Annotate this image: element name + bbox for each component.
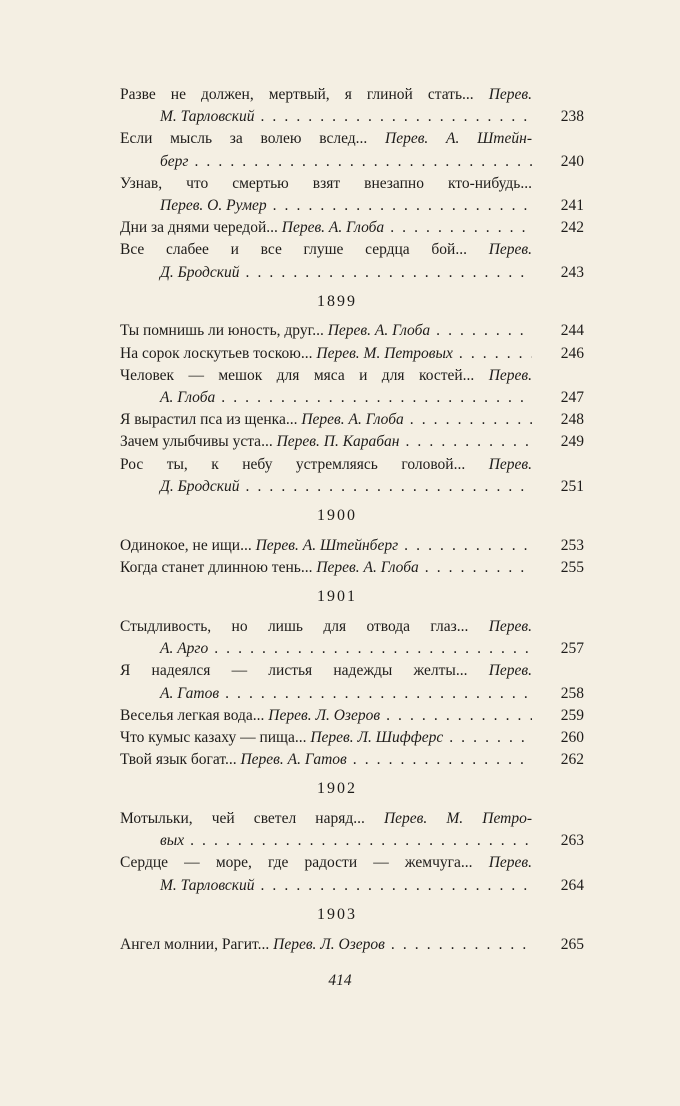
page-ref: 258: [560, 684, 584, 702]
entry-text: [120, 343, 532, 365]
poem-title: Все слабее и все глуше сердца бой...: [120, 241, 467, 259]
page-number: 414: [328, 972, 352, 989]
poem-title: Стыдливость, но лишь для отвода глаз...: [120, 617, 469, 635]
page-ref: 246: [560, 344, 584, 362]
poem-title: Я вырастил пса из щенка...: [120, 411, 302, 429]
toc-entry: [120, 852, 584, 896]
entry-text: [120, 638, 532, 660]
poem-title: Разве не должен, мертвый, я глиной стать...: [120, 86, 474, 103]
page-ref: 255: [560, 558, 584, 576]
entry-line: [120, 239, 584, 261]
page-ref: 262: [560, 751, 584, 769]
translator: Перев. Л. Озеров: [273, 935, 385, 953]
page-ref: 243: [560, 263, 584, 281]
poem-title: Сердце — море, где радости — жемчуга...: [120, 854, 473, 872]
toc-entry: [120, 749, 584, 771]
section-year: 1899: [317, 292, 357, 310]
page-ref: 248: [560, 411, 584, 429]
dot-leader: [398, 535, 532, 557]
poem-title: Твой язык богат...: [120, 751, 241, 769]
entry-line: [120, 830, 584, 852]
entry-text: [120, 217, 532, 239]
toc-entry: [120, 84, 584, 128]
entry-line: [120, 128, 584, 150]
dot-leader: [267, 195, 532, 217]
page-ref: 265: [560, 935, 584, 953]
toc-entry: [120, 217, 584, 239]
entry-text: [120, 660, 532, 682]
poem-title: Что кумыс казаху — пища...: [120, 728, 311, 746]
dot-leader: [240, 476, 532, 498]
entry-line: [120, 683, 584, 705]
page-ref: 240: [560, 152, 584, 170]
entry-text: [120, 365, 532, 387]
toc-entry: [120, 616, 584, 660]
dot-leader: [419, 557, 532, 579]
page-ref: 238: [560, 108, 584, 126]
page-ref: 247: [560, 389, 584, 407]
toc-entry: [120, 409, 584, 431]
dot-leader: [208, 638, 532, 660]
translator: Перев. Л. Шифферс: [310, 728, 444, 746]
entry-line: [120, 852, 584, 874]
entry-text: [120, 683, 532, 705]
toc-entry: [120, 343, 584, 365]
entry-text: [120, 409, 532, 431]
toc-entry: [120, 365, 584, 409]
entry-line: [120, 875, 584, 897]
section-year: 1901: [317, 588, 357, 606]
toc-entry: [120, 128, 584, 172]
poem-title: Мотыльки, чей светел наряд...: [120, 810, 365, 828]
entry-text: [120, 106, 532, 128]
section-year: 1903: [317, 905, 357, 923]
page-ref: 241: [560, 196, 584, 214]
dot-leader: [188, 151, 532, 173]
entry-text: [120, 727, 532, 749]
toc-entry: [120, 454, 584, 498]
translator: Перев. А. Глоба: [316, 558, 419, 576]
translator: берг: [160, 152, 189, 170]
entry-text: [120, 173, 532, 195]
page-ref: 257: [560, 640, 584, 658]
entry-line: [120, 535, 584, 557]
page-ref: 249: [560, 433, 584, 451]
entry-text: [120, 749, 532, 771]
entry-line: [120, 409, 584, 431]
entry-text: [120, 830, 532, 852]
toc-entry: [120, 705, 584, 727]
entry-text: [120, 535, 532, 557]
section-year: 1902: [317, 780, 357, 798]
translator-label: Перев. М. Петро-: [383, 810, 532, 828]
translator: Д. Бродский: [160, 263, 240, 281]
entry-text: [120, 705, 532, 727]
entry-line: [120, 454, 584, 476]
toc-entry: [120, 535, 584, 557]
entry-text: [120, 387, 532, 409]
translator: Перев. М. Петровых: [316, 344, 453, 362]
toc-entry: [120, 320, 584, 342]
poem-title: Я надеялся — листья надежды желты...: [120, 662, 468, 680]
entry-text: [120, 151, 532, 173]
translator: Перев. А. Штейнберг: [255, 536, 399, 554]
entry-line: [120, 638, 584, 660]
toc-entry: [120, 934, 584, 956]
entry-text: [120, 262, 532, 284]
toc-entry: [120, 727, 584, 749]
poem-title: Веселья легкая вода...: [120, 706, 269, 724]
toc-entry: [120, 557, 584, 579]
entry-line: [120, 431, 584, 453]
entry-text: [120, 808, 532, 830]
entry-text: [120, 476, 532, 498]
entry-line: [120, 660, 584, 682]
entry-line: [120, 320, 584, 342]
table-of-contents: [120, 84, 584, 956]
translator: Перев. П. Карабан: [276, 433, 400, 451]
entry-text: [120, 84, 532, 106]
translator-label: Перев.: [488, 617, 532, 635]
translator: Перев. О. Румер: [160, 196, 267, 214]
poem-title: Зачем улыбчивы уста...: [120, 433, 277, 451]
entry-line: [120, 343, 584, 365]
entry-text: [120, 195, 532, 217]
translator-label: Перев.: [488, 366, 532, 384]
entry-line: [120, 195, 584, 217]
translator-label: Перев.: [488, 241, 532, 259]
page-ref: 242: [560, 219, 584, 237]
translator: Перев. А. Глоба: [281, 219, 385, 237]
entry-line: [120, 557, 584, 579]
entry-text: [120, 454, 532, 476]
dot-leader: [404, 409, 532, 431]
translator: Перев. А. Глоба: [301, 411, 404, 429]
entry-text: [120, 875, 532, 897]
entry-line: [120, 106, 584, 128]
poem-title: Рос ты, к небу устремляясь головой...: [120, 455, 466, 473]
entry-text: [120, 320, 532, 342]
entry-line: [120, 365, 584, 387]
page-ref: 259: [560, 706, 584, 724]
dot-leader: [254, 106, 532, 128]
translator: Перев. Л. Озеров: [268, 706, 381, 724]
dot-leader: [453, 343, 532, 365]
dot-leader: [380, 705, 532, 727]
dot-leader: [215, 387, 532, 409]
entry-text: [120, 616, 532, 638]
toc-entry: [120, 431, 584, 453]
entry-line: [120, 705, 584, 727]
entry-line: [120, 84, 584, 106]
translator: вых: [160, 832, 185, 850]
entry-text: [120, 934, 532, 956]
translator: А. Арго: [160, 640, 209, 658]
poem-title: Человек — мешок для мяса и для костей...: [120, 366, 475, 384]
dot-leader: [430, 320, 532, 342]
page-ref: 251: [560, 477, 584, 495]
poem-title: На сорок лоскутьев тоскою...: [120, 344, 317, 362]
entry-line: [120, 934, 584, 956]
translator: А. Гатов: [160, 684, 220, 702]
translator: Перев. А. Глоба: [327, 322, 431, 340]
page-ref: 253: [560, 536, 584, 554]
entry-line: [120, 727, 584, 749]
page-ref: 263: [560, 832, 584, 850]
entry-text: [120, 557, 532, 579]
entry-line: [120, 217, 584, 239]
dot-leader: [443, 727, 532, 749]
entry-line: [120, 749, 584, 771]
poem-title: Одинокое, не ищи...: [120, 536, 256, 554]
entry-text: [120, 852, 532, 874]
entry-line: [120, 808, 584, 830]
poem-title: Ангел молнии, Рагит...: [120, 935, 274, 953]
entry-line: [120, 262, 584, 284]
translator: А. Глоба: [160, 389, 216, 407]
poem-title: Когда станет длинною тень...: [120, 558, 317, 576]
translator-label: Перев.: [488, 854, 532, 872]
page-ref: 244: [560, 322, 584, 340]
entry-line: [120, 387, 584, 409]
translator-label: Перев.: [488, 662, 532, 680]
poem-title: Узнав, что смертью взят внезапно кто-нибудь...: [120, 174, 532, 192]
entry-line: [120, 616, 584, 638]
poem-title: Ты помнишь ли юность, друг...: [120, 322, 328, 340]
poem-title: Дни за днями чередой...: [120, 219, 282, 237]
section-year: 1900: [317, 506, 357, 524]
dot-leader: [240, 262, 532, 284]
dot-leader: [399, 431, 532, 453]
dot-leader: [219, 683, 532, 705]
poem-title: Если мысль за волею вслед...: [120, 130, 368, 148]
translator-label: Перев.: [488, 455, 532, 473]
toc-entry: [120, 660, 584, 704]
entry-text: [120, 431, 532, 453]
dot-leader: [385, 934, 532, 956]
translator: Д. Бродский: [160, 477, 240, 495]
page-ref: 264: [560, 876, 584, 894]
dot-leader: [254, 875, 532, 897]
entry-text: [120, 239, 532, 261]
dot-leader: [347, 749, 532, 771]
translator: М. Тарловский: [160, 876, 255, 894]
entry-line: [120, 151, 584, 173]
page-ref: 260: [560, 728, 584, 746]
translator-label: Перев. А. Штейн-: [385, 130, 532, 148]
translator: М. Тарловский: [160, 108, 255, 126]
toc-entry: [120, 808, 584, 852]
dot-leader: [184, 830, 532, 852]
translator-label: Перев.: [488, 86, 532, 103]
toc-entry: [120, 239, 584, 283]
entry-line: [120, 476, 584, 498]
entry-line: [120, 173, 584, 195]
entry-text: [120, 128, 532, 150]
translator: Перев. А. Гатов: [240, 751, 347, 769]
toc-entry: [120, 173, 584, 217]
dot-leader: [384, 217, 532, 239]
